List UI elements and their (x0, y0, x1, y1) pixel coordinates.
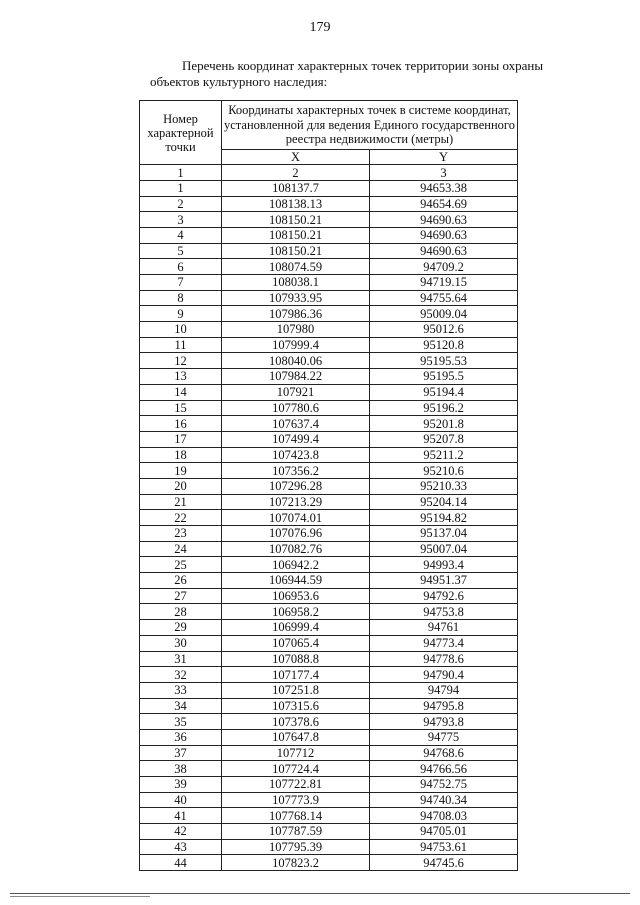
y-coordinate-cell: 94951.37 (370, 573, 518, 589)
point-number-cell: 43 (140, 839, 222, 855)
x-coordinate-cell: 106944.59 (222, 573, 370, 589)
y-coordinate-cell: 95195.5 (370, 369, 518, 385)
table-row (140, 431, 518, 447)
table-row (140, 588, 518, 604)
point-number-cell: 14 (140, 384, 222, 400)
table-row (140, 824, 518, 840)
table-row (140, 212, 518, 228)
column-index: 1 (140, 165, 222, 181)
table-row (140, 777, 518, 793)
y-coordinate-cell: 94708.03 (370, 808, 518, 824)
point-number-cell: 6 (140, 259, 222, 275)
x-coordinate-cell: 107076.96 (222, 526, 370, 542)
y-coordinate-cell: 94653.38 (370, 180, 518, 196)
footer-divider-short (10, 896, 150, 897)
y-coordinate-cell: 95211.2 (370, 447, 518, 463)
point-number-cell: 42 (140, 824, 222, 840)
point-number-cell: 8 (140, 290, 222, 306)
table-row (140, 667, 518, 683)
y-coordinate-cell: 94773.4 (370, 635, 518, 651)
point-number-cell: 24 (140, 541, 222, 557)
x-coordinate-cell: 107780.6 (222, 400, 370, 416)
y-coordinate-cell: 94794 (370, 682, 518, 698)
table-row (140, 541, 518, 557)
point-number-cell: 21 (140, 494, 222, 510)
table-row (140, 839, 518, 855)
x-coordinate-cell: 107724.4 (222, 761, 370, 777)
x-coordinate-cell: 106942.2 (222, 557, 370, 573)
point-number-cell: 31 (140, 651, 222, 667)
point-number-cell: 37 (140, 745, 222, 761)
x-coordinate-cell: 108137.7 (222, 180, 370, 196)
point-number-cell: 34 (140, 698, 222, 714)
point-number-cell: 23 (140, 526, 222, 542)
point-number-cell: 17 (140, 431, 222, 447)
table-row (140, 196, 518, 212)
point-number-cell: 20 (140, 478, 222, 494)
y-coordinate-cell: 95207.8 (370, 431, 518, 447)
point-number-cell: 5 (140, 243, 222, 259)
point-number-cell: 40 (140, 792, 222, 808)
point-number-cell: 9 (140, 306, 222, 322)
table-row (140, 384, 518, 400)
table-row (140, 573, 518, 589)
y-coordinate-cell: 94792.6 (370, 588, 518, 604)
point-number-header: Номер характерной точки (140, 101, 222, 165)
point-number-cell: 36 (140, 729, 222, 745)
y-coordinate-cell: 95007.04 (370, 541, 518, 557)
point-number-cell: 13 (140, 369, 222, 385)
table-row (140, 808, 518, 824)
x-coordinate-cell: 107177.4 (222, 667, 370, 683)
x-coordinate-cell: 107423.8 (222, 447, 370, 463)
y-coordinate-cell: 95120.8 (370, 337, 518, 353)
y-coordinate-cell: 95210.6 (370, 463, 518, 479)
x-coordinate-cell: 107984.22 (222, 369, 370, 385)
table-row (140, 714, 518, 730)
x-coordinate-cell: 107499.4 (222, 431, 370, 447)
point-number-cell: 11 (140, 337, 222, 353)
point-number-cell: 28 (140, 604, 222, 620)
point-number-cell: 33 (140, 682, 222, 698)
y-coordinate-cell: 94745.6 (370, 855, 518, 871)
y-coordinate-cell: 95137.04 (370, 526, 518, 542)
y-coordinate-cell: 94753.8 (370, 604, 518, 620)
x-coordinate-cell: 107795.39 (222, 839, 370, 855)
table-row (140, 745, 518, 761)
point-number-cell: 39 (140, 777, 222, 793)
point-number-cell: 22 (140, 510, 222, 526)
footer-divider (10, 893, 630, 894)
y-coordinate-cell: 94768.6 (370, 745, 518, 761)
x-coordinate-cell: 107722.81 (222, 777, 370, 793)
point-number-cell: 35 (140, 714, 222, 730)
point-number-cell: 30 (140, 635, 222, 651)
table-row (140, 275, 518, 291)
x-coordinate-cell: 108150.21 (222, 212, 370, 228)
table-row (140, 306, 518, 322)
point-number-cell: 41 (140, 808, 222, 824)
x-coordinate-cell: 107823.2 (222, 855, 370, 871)
y-coordinate-cell: 94793.8 (370, 714, 518, 730)
y-coordinate-cell: 94778.6 (370, 651, 518, 667)
table-row (140, 416, 518, 432)
y-coordinate-cell: 95009.04 (370, 306, 518, 322)
x-coordinate-cell: 107296.28 (222, 478, 370, 494)
point-number-cell: 25 (140, 557, 222, 573)
y-coordinate-cell: 95195.53 (370, 353, 518, 369)
x-coordinate-cell: 108138.13 (222, 196, 370, 212)
x-coordinate-cell: 107378.6 (222, 714, 370, 730)
table-row (140, 604, 518, 620)
column-index: 2 (222, 165, 370, 181)
x-coordinate-cell: 108038.1 (222, 275, 370, 291)
coordinates-table (139, 100, 518, 871)
table-row (140, 227, 518, 243)
x-coordinate-cell: 107773.9 (222, 792, 370, 808)
point-number-cell: 4 (140, 227, 222, 243)
point-number-cell: 2 (140, 196, 222, 212)
y-coordinate-cell: 94753.61 (370, 839, 518, 855)
y-coordinate-cell: 94690.63 (370, 212, 518, 228)
x-coordinate-cell: 107921 (222, 384, 370, 400)
x-coordinate-cell: 107999.4 (222, 337, 370, 353)
y-coordinate-cell: 94740.34 (370, 792, 518, 808)
x-coordinate-cell: 107213.29 (222, 494, 370, 510)
table-row (140, 526, 518, 542)
column-index-row (140, 165, 518, 181)
x-coordinate-cell: 106958.2 (222, 604, 370, 620)
point-number-cell: 19 (140, 463, 222, 479)
y-header: Y (370, 149, 518, 165)
x-header: X (222, 149, 370, 165)
table-row (140, 792, 518, 808)
point-number-cell: 10 (140, 322, 222, 338)
table-row (140, 322, 518, 338)
y-coordinate-cell: 94690.63 (370, 227, 518, 243)
x-coordinate-cell: 107251.8 (222, 682, 370, 698)
table-row (140, 682, 518, 698)
y-coordinate-cell: 95204.14 (370, 494, 518, 510)
point-number-cell: 7 (140, 275, 222, 291)
x-coordinate-cell: 107315.6 (222, 698, 370, 714)
table-row (140, 557, 518, 573)
x-coordinate-cell: 107074.01 (222, 510, 370, 526)
y-coordinate-cell: 95201.8 (370, 416, 518, 432)
x-coordinate-cell: 107356.2 (222, 463, 370, 479)
table-row (140, 259, 518, 275)
y-coordinate-cell: 94755.64 (370, 290, 518, 306)
x-coordinate-cell: 108074.59 (222, 259, 370, 275)
y-coordinate-cell: 94690.63 (370, 243, 518, 259)
x-coordinate-cell: 108150.21 (222, 227, 370, 243)
table-row (140, 698, 518, 714)
table-heading (150, 58, 570, 90)
table-row (140, 620, 518, 636)
point-number-cell: 15 (140, 400, 222, 416)
point-number-cell: 44 (140, 855, 222, 871)
x-coordinate-cell: 106953.6 (222, 588, 370, 604)
table-row (140, 290, 518, 306)
table-row (140, 369, 518, 385)
point-number-cell: 26 (140, 573, 222, 589)
x-coordinate-cell: 107768.14 (222, 808, 370, 824)
x-coordinate-cell: 107647.8 (222, 729, 370, 745)
table-row (140, 400, 518, 416)
y-coordinate-cell: 94761 (370, 620, 518, 636)
point-number-cell: 27 (140, 588, 222, 604)
x-coordinate-cell: 108040.06 (222, 353, 370, 369)
x-coordinate-cell: 107082.76 (222, 541, 370, 557)
point-number-cell: 29 (140, 620, 222, 636)
y-coordinate-cell: 94752.75 (370, 777, 518, 793)
table-row (140, 855, 518, 871)
y-coordinate-cell: 94719.15 (370, 275, 518, 291)
table-row (140, 447, 518, 463)
y-coordinate-cell: 95210.33 (370, 478, 518, 494)
table-row (140, 463, 518, 479)
x-coordinate-cell: 107986.36 (222, 306, 370, 322)
table-row (140, 635, 518, 651)
x-coordinate-cell: 107712 (222, 745, 370, 761)
table-row (140, 337, 518, 353)
table-row (140, 729, 518, 745)
point-number-cell: 12 (140, 353, 222, 369)
table-row (140, 353, 518, 369)
y-coordinate-cell: 95194.82 (370, 510, 518, 526)
y-coordinate-cell: 94766.56 (370, 761, 518, 777)
point-number-cell: 1 (140, 180, 222, 196)
table-row (140, 243, 518, 259)
y-coordinate-cell: 95012.6 (370, 322, 518, 338)
table-row (140, 478, 518, 494)
x-coordinate-cell: 107980 (222, 322, 370, 338)
x-coordinate-cell: 107088.8 (222, 651, 370, 667)
x-coordinate-cell: 107637.4 (222, 416, 370, 432)
y-coordinate-cell: 95196.2 (370, 400, 518, 416)
point-number-cell: 32 (140, 667, 222, 683)
point-number-cell: 16 (140, 416, 222, 432)
point-number-cell: 3 (140, 212, 222, 228)
y-coordinate-cell: 94705.01 (370, 824, 518, 840)
y-coordinate-cell: 94790.4 (370, 667, 518, 683)
y-coordinate-cell: 94775 (370, 729, 518, 745)
table-row (140, 651, 518, 667)
x-coordinate-cell: 106999.4 (222, 620, 370, 636)
table-row (140, 761, 518, 777)
y-coordinate-cell: 94654.69 (370, 196, 518, 212)
y-coordinate-cell: 94709.2 (370, 259, 518, 275)
point-number-cell: 18 (140, 447, 222, 463)
y-coordinate-cell: 95194.4 (370, 384, 518, 400)
point-number-cell: 38 (140, 761, 222, 777)
page-number: 179 (309, 20, 331, 35)
y-coordinate-cell: 94993.4 (370, 557, 518, 573)
y-coordinate-cell: 94795.8 (370, 698, 518, 714)
table-row (140, 510, 518, 526)
x-coordinate-cell: 107933.95 (222, 290, 370, 306)
x-coordinate-cell: 107787.59 (222, 824, 370, 840)
x-coordinate-cell: 107065.4 (222, 635, 370, 651)
table-row (140, 494, 518, 510)
heading-line-1: Перечень координат характерных точек территории зоны охраны (182, 58, 544, 73)
heading-line-2: объектов культурного наследия: (150, 74, 328, 89)
coordinates-system-header: Координаты характерных точек в системе координат, установленной для ведения Единого государственного реестра недвижимости (метры) (222, 101, 518, 150)
table-row (140, 180, 518, 196)
column-index: 3 (370, 165, 518, 181)
x-coordinate-cell: 108150.21 (222, 243, 370, 259)
